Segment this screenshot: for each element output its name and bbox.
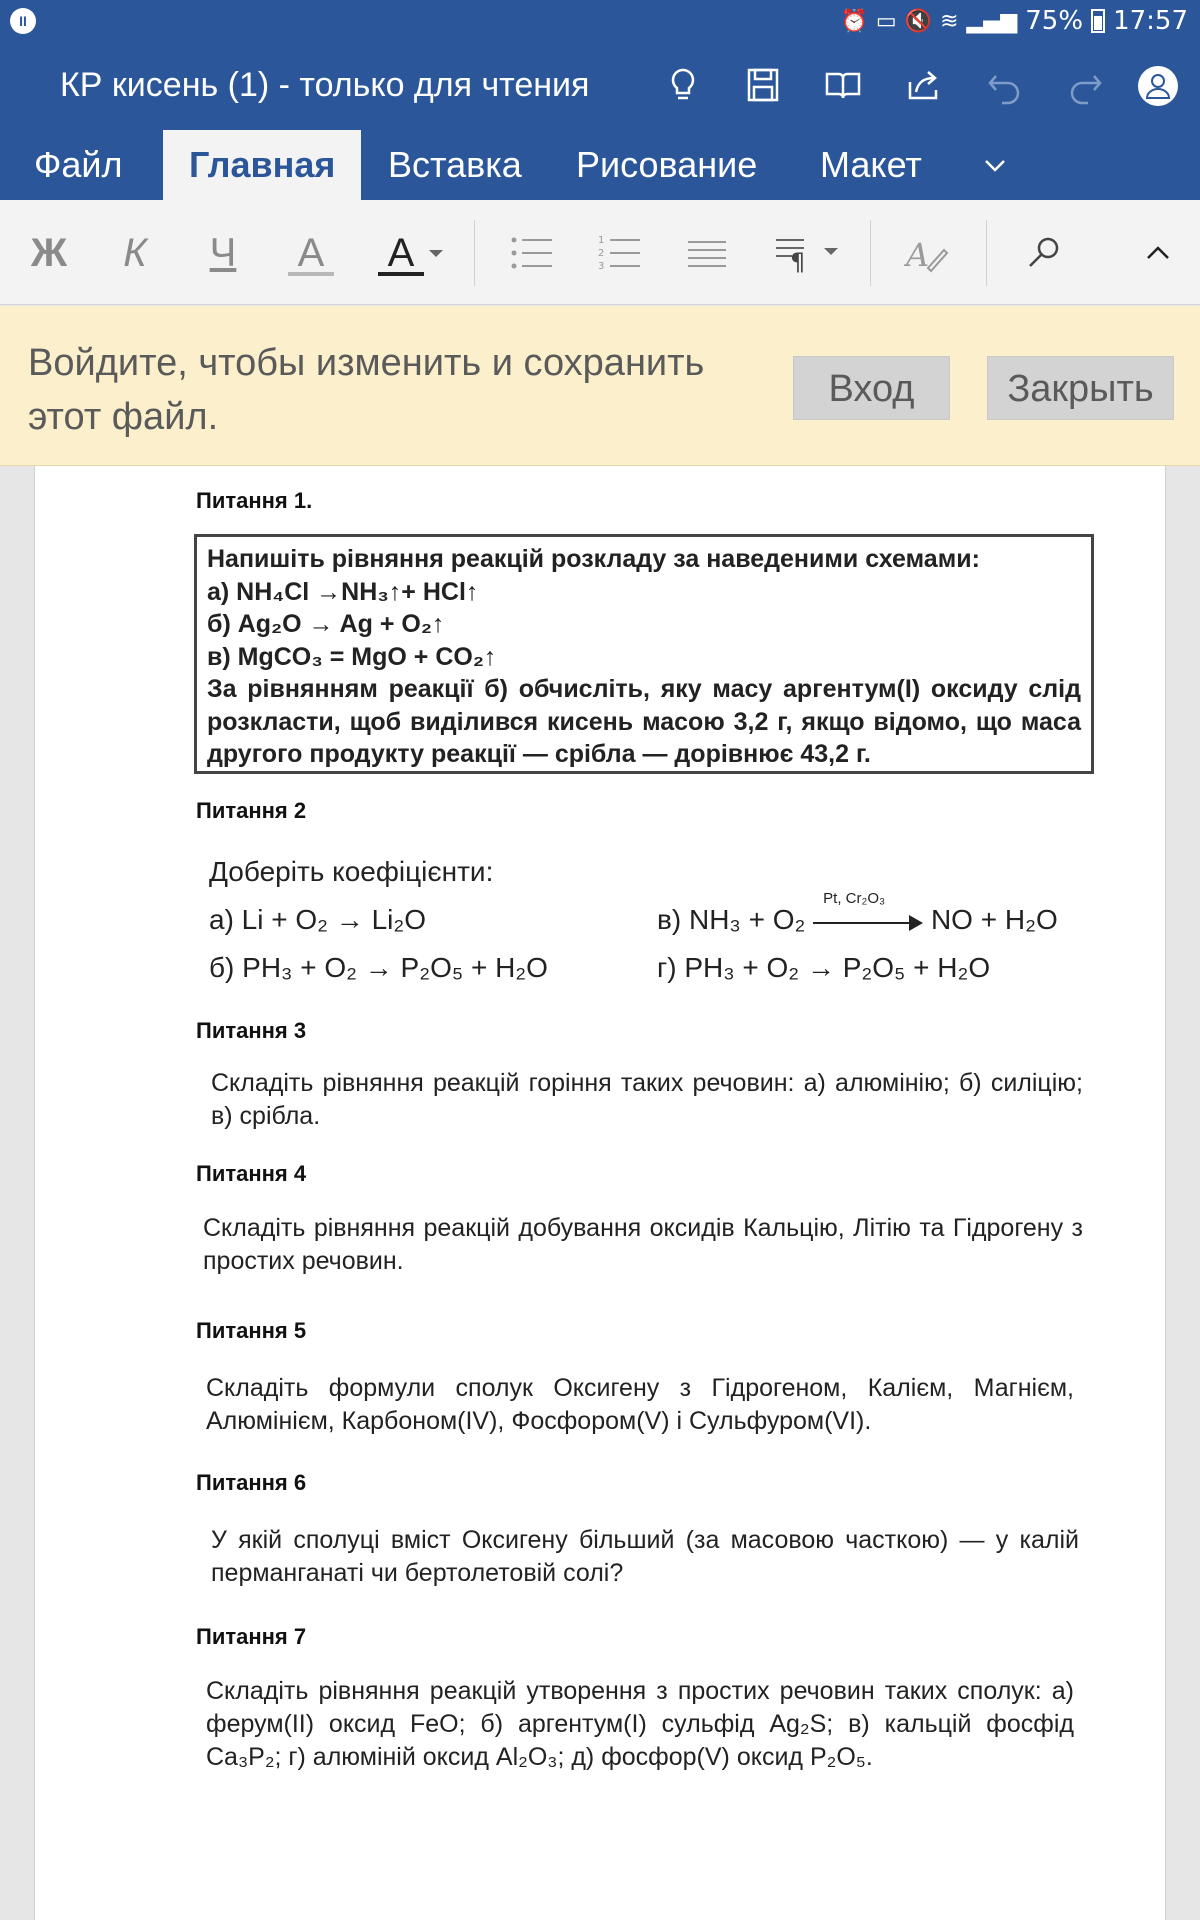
q2-intro: Доберіть коефіцієнти: — [209, 856, 494, 887]
pause-icon: II — [10, 8, 36, 34]
tab-insert[interactable]: Вставка — [388, 144, 522, 185]
share-icon[interactable] — [900, 62, 946, 108]
q2-c-products: NO + H₂O — [930, 904, 1058, 935]
styles-brush-icon[interactable] — [904, 230, 950, 276]
lightbulb-icon[interactable] — [660, 62, 706, 108]
ribbon-toolbar — [0, 200, 1200, 305]
signin-banner — [0, 306, 1200, 466]
question-5-heading: Питання 5 — [196, 1318, 307, 1343]
signal-icon: ▂▄▆ — [966, 8, 1018, 34]
catalyst-arrow-icon — [813, 889, 923, 932]
font-color-dropdown-icon[interactable] — [426, 230, 446, 276]
q2-equation-d: г) PH₃ + O₂ → P₂O₅ + H₂O — [657, 952, 991, 983]
banner-message: Войдите, чтобы изменить и сохранить этот файл. — [28, 342, 705, 438]
save-icon[interactable] — [740, 62, 786, 108]
tab-layout[interactable]: Макет — [820, 144, 922, 185]
q5-text: Складіть формули сполук Оксигену з Гідрогеном, Калієм, Магнієм, Алюмінієм, Карбоном(IV), Фосфором(V) і Сульфуром(VI). — [206, 1374, 1074, 1435]
read-mode-icon[interactable] — [820, 62, 866, 108]
question-1-heading: Питання 1. — [196, 488, 313, 513]
align-icon[interactable] — [684, 230, 730, 276]
clock: 17:57 — [1113, 6, 1188, 36]
chevron-down-icon[interactable] — [980, 150, 1010, 180]
ribbon-separator — [870, 220, 871, 286]
q7-text: Складіть рівняння реакцій утворення з простих речовин таких сполук: а) ферум(II) оксид FeO; б) аргентум(I) сульфід Ag₂S; в) кальцій фосфід Ca₃P₂; г) алюміній оксид Al₂O₃; д) фосфор(V) оксид P₂O₅. — [206, 1677, 1074, 1771]
svg-text:1: 1 — [598, 235, 605, 246]
title-bar — [0, 42, 1200, 130]
question-2-heading: Питання 2 — [196, 798, 307, 823]
q1-intro: Напишіть рівняння реакцій розкладу за наведеними схемами: — [207, 545, 980, 573]
q3-text: Складіть рівняння реакцій горіння таких речовин: а) алюмінію; б) силіцію; в) срібла. — [211, 1069, 1083, 1130]
underline-button[interactable]: Ч — [209, 231, 237, 275]
battery-percent: 75% — [1025, 6, 1084, 36]
svg-text:2: 2 — [598, 248, 605, 259]
tab-draw[interactable]: Рисование — [576, 144, 758, 185]
q6-text: У якій сполуці вміст Оксигену більший (за масовою часткою) — у калій перманганаті чи бертолетовій солі? — [211, 1526, 1079, 1587]
ribbon-tabs — [0, 130, 1200, 200]
tab-home[interactable]: Главная — [163, 130, 361, 200]
question-1-box — [194, 534, 1094, 774]
q1-scheme-a: а) NH₄Cl →NH₃↑+ HCl↑ — [207, 577, 479, 606]
bullets-icon[interactable] — [508, 230, 554, 276]
question-7-heading: Питання 7 — [196, 1624, 307, 1649]
numbering-icon[interactable] — [596, 230, 642, 276]
font-color-button[interactable]: A — [378, 230, 424, 276]
q2-equation-b: б) PH₃ + O₂ → P₂O₅ + H₂O — [209, 952, 548, 983]
q2-equation-c — [657, 889, 1058, 936]
mute-icon: 🔇 — [904, 8, 933, 34]
q2-equation-a: а) Li + O₂ → Li₂O — [209, 904, 427, 935]
collapse-ribbon-icon[interactable] — [1140, 230, 1176, 276]
cast-icon: ▭ — [875, 8, 897, 34]
undo-icon[interactable] — [982, 62, 1028, 108]
close-banner-button[interactable]: Закрыть — [987, 356, 1174, 420]
question-4-heading: Питання 4 — [196, 1161, 307, 1186]
ribbon-separator — [474, 220, 475, 286]
ribbon-separator — [986, 220, 987, 286]
question-6-heading: Питання 6 — [196, 1470, 307, 1495]
svg-text:3: 3 — [598, 261, 605, 272]
battery-icon — [1091, 9, 1105, 33]
login-button[interactable]: Вход — [793, 356, 950, 420]
q1-scheme-b: б) Ag₂O → Ag + O₂↑ — [207, 610, 445, 638]
q1-task: За рівнянням реакції б) обчисліть, яку масу аргентум(I) оксиду слід розкласти, щоб виділився кисень масою 3,2 г, якщо відомо, що маса другого продукту реакції — срібла — дорівнює 43,2 г. — [207, 675, 1081, 768]
q1-scheme-c: в) MgCO₃ = MgO + CO₂↑ — [207, 642, 497, 671]
italic-button[interactable]: К — [123, 231, 147, 275]
q2-c-reactants: в) NH₃ + O₂ — [657, 904, 806, 935]
bold-button[interactable]: Ж — [30, 231, 68, 275]
redo-icon[interactable] — [1062, 62, 1108, 108]
tab-file[interactable]: Файл — [34, 144, 123, 185]
svg-text:¶: ¶ — [790, 248, 806, 276]
question-3-heading: Питання 3 — [196, 1018, 307, 1043]
account-avatar-icon[interactable] — [1138, 66, 1178, 106]
status-right — [840, 6, 1188, 36]
q2-c-catalyst: Pt, Cr₂O₃ — [823, 889, 886, 907]
document-title: КР кисень (1) - только для чтения — [60, 66, 590, 104]
alarm-icon: ⏰ — [840, 8, 868, 34]
q4-text: Складіть рівняння реакцій добування оксидів Кальцію, Літію та Гідрогену з простих речовин. — [203, 1214, 1083, 1275]
paragraph-style-icon[interactable] — [774, 230, 844, 276]
svg-text:A: A — [906, 236, 930, 274]
wifi-icon: ≋ — [940, 8, 959, 34]
highlight-button[interactable]: A — [288, 230, 334, 276]
search-icon[interactable] — [1022, 230, 1068, 276]
status-bar — [0, 0, 1200, 42]
